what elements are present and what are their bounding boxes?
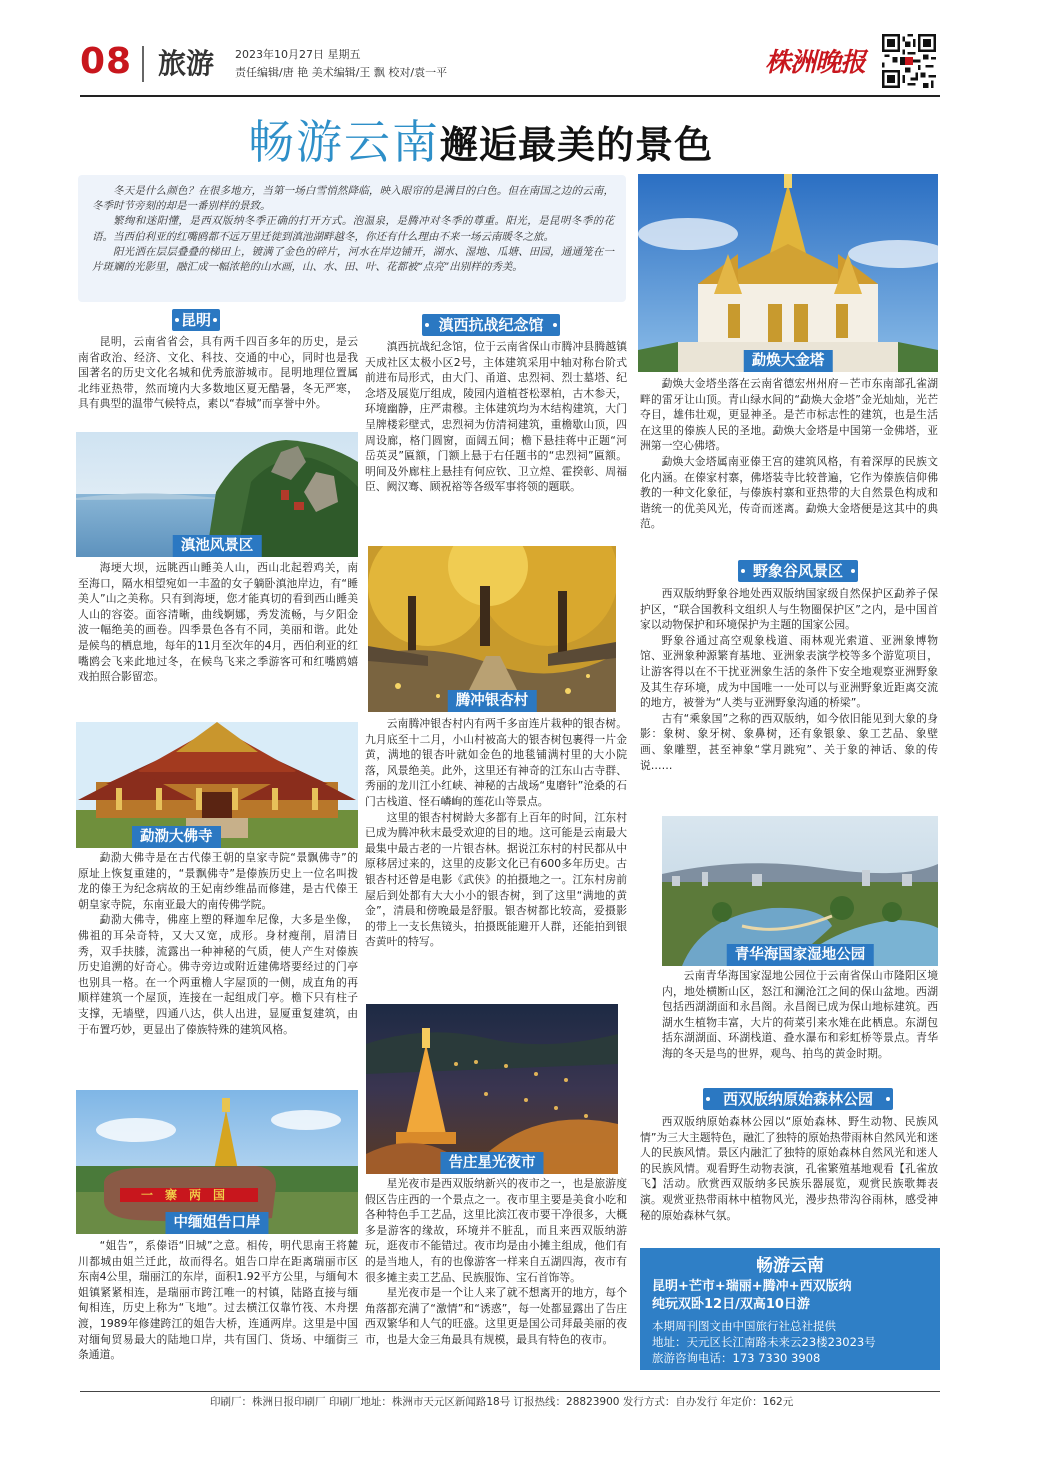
masthead-logo (765, 46, 875, 80)
photo-gaozhuang-night-market (366, 1004, 618, 1174)
article-jiegao (78, 1238, 358, 1384)
article-paragraph: 海埂大坝，远眺西山睡美人山，西山北起碧鸡关，南至海口，隔水相望宛如一丰盈的女子躺卧滇池岸边，有“睡美人”山之美称。只有到海埂，您才能真切的看到西山睡美人山的容姿。面容清晰，曲线婀娜，秀发流畅，与夕阳金波一幅绝美的画卷。四季景色各有不同，美丽和谐。此处是候鸟的栖息地，每年的11月至次年的4月，西伯利亚的红嘴鸥会飞来此地过冬，在候鸟飞来之季游客可和红嘴鸥嬉戏拍照合影留恋。 (78, 561, 358, 684)
section-label-kangzhan: 滇西抗战纪念馆 (422, 314, 560, 336)
ad-title: 畅游云南 (756, 1256, 824, 1276)
ad-provider: 本期周刊图文由中国旅行社总社提供 (652, 1319, 836, 1333)
page-headline (248, 112, 713, 183)
photo-yinxing-village (368, 546, 616, 712)
footer-imprint: 印刷厂：株洲日报印刷厂 印刷厂地址：株洲市天元区新闻路18号 订报热线：28823900 发行方式：自办发行 年定价：162元 (210, 1396, 794, 1408)
article-kunming (78, 334, 358, 428)
masthead-logo-text: 株洲晚报 (765, 48, 866, 78)
section-label-yexianggu: 野象谷风景区 (738, 560, 858, 582)
qr-code-icon (882, 34, 936, 88)
article-paragraph: 勐焕大金塔属南亚傣王宫的建筑风格，有着深厚的民族文化内涵。在傣家村寨，佛塔装寺比较普遍，它作为傣族信仰佛教的一种文化象征，与傣族村寨和亚热带的大自然景色构成和谐统一的优美风光，传奇而迷离。勐焕大金塔便是这其中的典范。 (640, 454, 938, 531)
travel-ad-box (640, 1248, 940, 1370)
article-yexianggu (640, 586, 938, 808)
article-paragraph: 勐泐大佛寺，佛座上塑的释迦牟尼像，大多是坐像，佛祖的耳朵奇特，又大又宽，成形。身材瘦削，眉清目秀，双手扶膝，流露出一种神秘的气质，使人产生对傣族历史追溯的好奇心。佛寺旁边或附近建佛塔要经过的门亭也别具一格。在一个两重檐人字屋顶的一侧，成直角的再顺样建筑一个屋顶，连接在一起组成门亭。檐下只有柱子支撑，无墙壁，四通八达，供人出进，显厦重复建筑，由于布置巧妙，更显出了傣族特殊的建筑风格。 (78, 913, 358, 1036)
photo-qinghuahai (662, 816, 938, 966)
article-paragraph: 滇西抗战纪念馆，位于云南省保山市腾冲县腾越镇天成社区太极小区2号，主体建筑采用中轴对称台阶式前进布局形式，由大门、甬道、忠烈祠、烈士墓塔、纪念塔及展览厅组成，陵园内道植苍松翠柏，古木参天，环境幽静，庄严肃穆。主体建筑均为木结构建筑，大门呈牌楼彩壁式，忠烈祠为仿清祠建筑，重檐歇山顶，四周设廊，格门圆窗，面阔五间；檐下悬挂蒋中正题“河岳英灵”匾额，门额上悬于右任题书的“忠烈祠”匾额。明间及外廊柱上悬挂有何应钦、卫立煌、霍揆彰、周福臣、阙汉骞、顾祝裕等各级军事将领的题联。 (365, 340, 627, 494)
article-qinghuahai (662, 968, 938, 1080)
header-rule (80, 95, 940, 97)
ad-package: 纯玩双卧12日/双高10日游 (652, 1297, 810, 1312)
ad-address: 地址：天元区长江南路未来云23楼23023号 (652, 1335, 876, 1349)
section-label-senlin: 西双版纳原始森林公园 (703, 1088, 893, 1110)
article-paragraph: 野象谷通过高空观象栈道、雨林观光索道、亚洲象博物馆、亚洲象种源繁育基地、亚洲象表演学校等多个游览项目，让游客得以在不干扰亚洲象生活的条件下安全地观察亚洲野象及其生存环境，成为中国唯一一处可以与亚洲野象近距离交流的地方，被誉为“人类与亚洲野象沟通的桥梁”。 (640, 633, 938, 710)
article-paragraph: 这里的银杏村树龄大多都有上百年的时间，江东村已成为腾冲秋末最受欢迎的目的地。这可能是云南最大最集中最古老的一片银杏林。据说江东村的村民都从中原移居过来的，这里的皮影文化已有600多年历史。古银杏村还曾是电影《武侠》的拍摄地之一。江东村房前屋后到处都有大大小小的银杏树，到了这里“满地的黄金”，清晨和傍晚最是舒服。银杏树都比较高，爱摄影的带上一支长焦镜头，拍摄既能避开人群，还能拍到银杏黄叶的特写。 (365, 810, 627, 949)
page-header (80, 34, 940, 92)
photo-jinta (638, 174, 938, 372)
article-paragraph: 云南青华海国家湿地公园位于云南省保山市隆阳区境内，地处横断山区，怒江和澜沧江之间的保山盆地。西湖包括西湖湖面和永昌阁。永昌阁已成为保山地标建筑。西湖水生植物丰富，大片的荷菜引来水雉在此栖息。东湖包括东湖湖面、环湖栈道、叠水瀑布和彩虹桥等景点。青华海的冬天是鸟的世界，观鸟、拍鸟的黄金时期。 (662, 969, 938, 1060)
intro-paragraph: 冬天是什么颜色？在很多地方，当第一场白雪悄然降临，映入眼帘的是满目的白色。但在南国之边的云南，冬季时节旁刻的却是一番别样的景致。 (92, 185, 614, 213)
article-paragraph: 星光夜市是西双版纳新兴的夜市之一，也是旅游度假区告庄西的一个景点之一。夜市里主要是美食小吃和各种特色手工艺品，这里比滨江夜市要干净很多，大概多是游客的缘故，环境并不脏乱，而且来西双版纳游玩，逛夜市不能错过。夜市均是由小摊主组成，他们有的是当地人，有的也像游客一样来自五湖四海，夜市有很多摊主卖工艺品、民族服饰、宝石首饰等。 (365, 1177, 627, 1284)
photo-caption-menghan: 勐泐大佛寺 (132, 826, 221, 848)
photo-caption-qinghuahai: 青华海国家湿地公园 (727, 944, 874, 966)
photo-caption-gaozhuang: 告庄星光夜市 (441, 1152, 544, 1174)
headline-part1: 畅游云南 (248, 115, 440, 169)
article-paragraph: 古有“乘象国”之称的西双版纳，如今依旧能见到大象的身影：象树、象牙树、象鼻树，还有象银象、象工艺品、象壁画、象雕塑，甚至神象“掌月跳宛”、关于象的神话、象的传说…… (640, 711, 938, 772)
intro-paragraph: 繁绚和迷阳懂，是西双版纳冬季正确的打开方式。泡温泉，是腾冲对冬季的尊重。阳光，是昆明冬季的花语。当西伯利亚的红嘴鸥都不远万里迁徙到滇池湖畔越冬，你还有什么理由不来一场云南暖冬之旅。 (92, 215, 614, 243)
article-paragraph: 勐泐大佛寺是在古代傣王朝的皇家寺院“景飘佛寺”的原址上恢复重建的，“景飘佛寺”是傣族历史上一位名叫拨龙的傣王为纪念病故的王妃南纱维晶而修建，是古代傣王朝皇家寺院，东南亚最大的南传佛学院。 (78, 851, 358, 911)
article-dianchi (78, 560, 358, 718)
ad-hotline: 旅游咨询电话：173 7330 3908 (652, 1351, 821, 1365)
intro-paragraph: 阳光洒在层层叠叠的梯田上，镀满了金色的碎片，河水在岸边铺开，湖水、湿地、瓜塘、田园，通通笼在一片斑斓的光影里，融汇成一幅浓艳的山水画，山、水、田、叶、花都被“点亮”出别样的秀美。 (92, 245, 614, 274)
article-paragraph: 星光夜市是一个让人来了就不想离开的地方，每个角落都充满了“激情”和“诱惑”，每一处都显露出了告庄西双繁华和人气的旺盛。这里更是国公司拜最美丽的夜市，也是大金三角最具有规模，最具有特色的夜市。 (365, 1286, 627, 1346)
photo-caption-jinta: 勐焕大金塔 (744, 350, 833, 372)
article-jinta (640, 376, 938, 552)
article-paragraph: 昆明，云南省省会，具有两千四百多年的历史，是云南省政治、经济、文化、科技、交通的中心，同时也是我国著名的历史文化名城和优秀旅游城市。昆明地理位置属北纬亚热带，然而境内大多数地区夏无酷暑，冬无严寒，具有典型的温带气候特点，素以“春城”而享誉中外。 (78, 335, 358, 411)
article-senlin (640, 1114, 938, 1244)
photo-caption-dianchi: 滇池风景区 (173, 535, 262, 557)
article-menghan (78, 850, 358, 1086)
photo-dianchi (76, 432, 358, 557)
photo-menghan-temple (76, 722, 358, 848)
article-paragraph: 西双版纳野象谷地处西双版纳国家级自然保护区勐养子保护区，“联合国教科文组织人与生物圈保护区”之内，是中国首家以动物保护和环境保护为主题的国家公园。 (640, 587, 938, 632)
section-label-kunming: 昆明 (172, 309, 220, 331)
photo-caption-yinxing: 腾冲银杏村 (448, 690, 537, 712)
article-paragraph: “姐告”，系傣语“旧城”之意。相传，明代思南王将麓川都城由姐兰迁此，故而得名。姐告口岸在距离瑞丽市区东南4公里，瑞丽江的东岸，面积1.92平方公里，与缅甸木姐镇紧紧相连，是瑞丽市跨江唯一的村镇，陆路直接与缅甸相连，历史上称为“飞地”。过去横江仅靠竹筏、木舟摆渡，1989年修建跨江的姐告大桥，连通两岸。这里是中国对缅甸贸易最大的陆地口岸，共有国门、货场、中缅街三条通道。 (78, 1239, 358, 1362)
article-kangzhan (365, 339, 627, 541)
footer-rule (80, 1391, 940, 1392)
article-paragraph: 西双版纳原始森林公园以“原始森林、野生动物、民族风情”为三大主题特色，融汇了独特的原始热带雨林自然风光和迷人的民族风情。景区内融汇了独特的原始森林自然风光和迷人的民族风情。观看野生动物表演，孔雀繁殖基地观看【孔雀放飞】活动。欣赏西双版纳多民族乐器展览，观赏民族歌舞表演。观赏亚热带雨林中植物风光，漫步热带沟谷雨林，感受神秘的原始森林气氛。 (640, 1115, 938, 1222)
article-paragraph: 勐焕大金塔坐落在云南省德宏州州府－芒市东南部孔雀湖畔的雷牙让山顶。青山绿水间的“勐焕大金塔”金光灿灿，光芒夺目，雄伟壮观，更显神圣。是芒市标志性的建筑，也是生活在这里的傣族人民的圣地。勐焕大金塔是中国第一金佛塔，亚洲第一空心佛塔。 (640, 377, 938, 453)
page-number: 08 (80, 41, 133, 82)
issue-date: 2023年10月27日 星期五 (235, 48, 361, 61)
article-paragraph: 云南腾冲银杏村内有两千多亩连片栽种的银杏树。九月底至十二月，小山村被高大的银杏树包裹得一片金黄，满地的银杏叶就如金色的地毯铺满村里的大小院落，风景绝美。此外，这里还有神奇的江东山古寺群、秀丽的龙川江小红峡、神秘的古战场“鬼磨针”沧桑的石门古栈道、怪石嶙峋的莲花山等景点。 (365, 717, 627, 808)
headline-part2: 邂逅最美的景色 (440, 123, 714, 167)
header-divider (142, 46, 144, 82)
stone-inscription: 一寨两国 (140, 1188, 237, 1202)
ad-route: 昆明+芒市+瑞丽+腾冲+西双版纳 (652, 1279, 852, 1294)
editors-line: 责任编辑/唐 艳 美术编辑/王 飘 校对/袁一平 (235, 66, 448, 79)
photo-caption-jiegao: 中缅姐告口岸 (166, 1212, 269, 1234)
article-gaozhuang (365, 1176, 627, 1386)
photo-jiegao-port (76, 1090, 358, 1234)
section-name: 旅游 (158, 47, 215, 80)
intro-box (78, 175, 626, 302)
article-yinxing (365, 716, 627, 998)
